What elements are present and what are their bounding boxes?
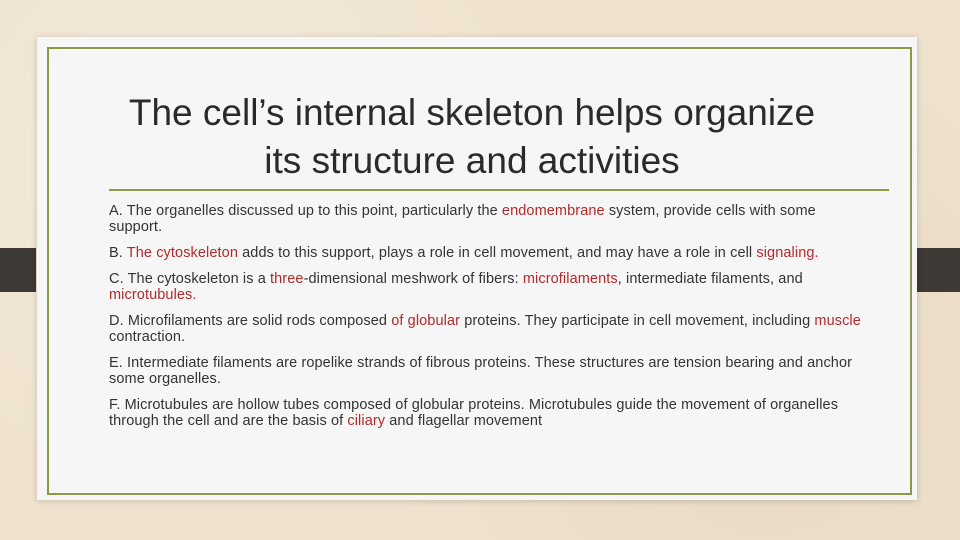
title-line-2: its structure and activities bbox=[264, 140, 680, 181]
left-decor-tab bbox=[0, 248, 36, 292]
point-text: proteins. They participate in cell movement, including bbox=[460, 313, 815, 329]
point-text: F. Microtubules are hollow tubes composed of globular proteins. Microtubules guide the movement of organelles through the cell and are the basis of bbox=[109, 397, 839, 429]
bullet-list bbox=[109, 203, 864, 439]
point-text: adds to this support, plays a role in cell movement, and may have a role in cell bbox=[238, 245, 757, 261]
point-text: D. Microfilaments are solid rods composed bbox=[109, 313, 392, 329]
highlight-term: muscle bbox=[814, 313, 861, 329]
slide-card bbox=[37, 37, 917, 500]
point-text: and flagellar movement bbox=[385, 413, 543, 429]
point-text: A. The organelles discussed up to this point, particularly the bbox=[109, 203, 502, 219]
point-d bbox=[109, 313, 864, 345]
highlight-term: endomembrane bbox=[501, 203, 605, 219]
point-c bbox=[109, 271, 864, 303]
point-text: C. The cytoskeleton is a bbox=[109, 271, 271, 287]
point-f bbox=[109, 397, 864, 429]
highlight-term: The cytoskeleton bbox=[126, 245, 238, 261]
title-divider bbox=[109, 189, 889, 191]
slide-title bbox=[92, 89, 852, 185]
point-text: -dimensional meshwork of fibers: bbox=[303, 271, 523, 287]
highlight-term: microfilaments bbox=[522, 271, 618, 287]
highlight-term: microtubules. bbox=[109, 287, 197, 303]
point-text: system, provide cells with some support. bbox=[109, 203, 816, 235]
highlight-term: signaling. bbox=[756, 245, 819, 261]
point-text: B. bbox=[109, 245, 127, 261]
point-text: E. Intermediate filaments are ropelike strands of fibrous proteins. These structures are tension bearing and anchor some organelles. bbox=[109, 355, 853, 387]
point-text: , intermediate filaments, and bbox=[617, 271, 803, 287]
highlight-term: ciliary bbox=[347, 413, 386, 429]
title-line-1: The cell’s internal skeleton helps organize bbox=[128, 92, 816, 133]
point-a bbox=[109, 203, 864, 235]
point-b bbox=[109, 245, 864, 261]
highlight-term: of globular bbox=[391, 313, 461, 329]
highlight-term: three bbox=[270, 271, 304, 287]
point-e bbox=[109, 355, 864, 387]
point-text: contraction. bbox=[109, 329, 186, 345]
